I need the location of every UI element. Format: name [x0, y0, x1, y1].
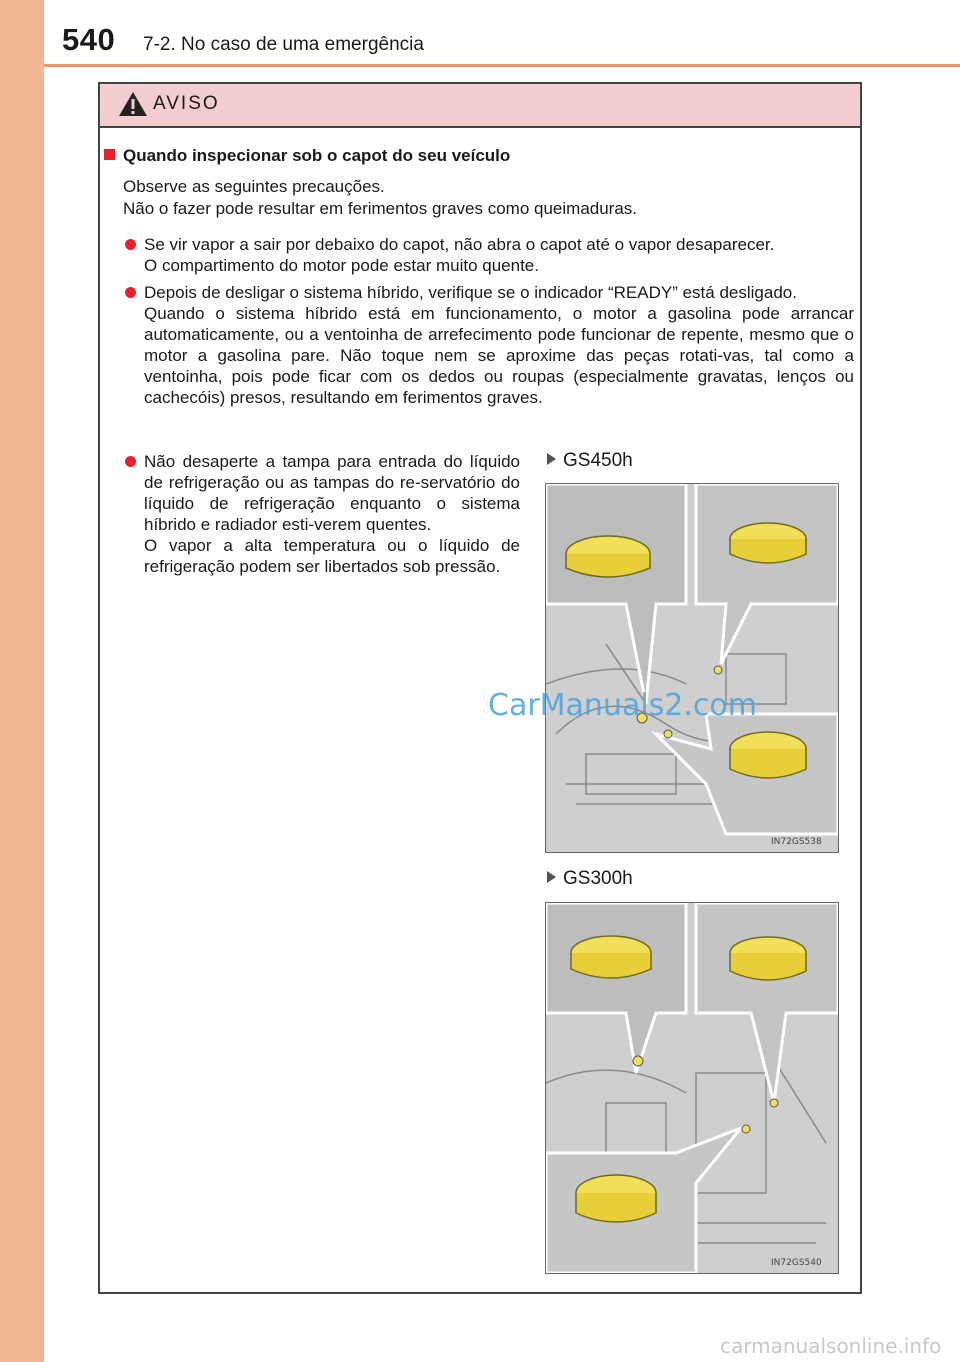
bullet-line: Quando o sistema híbrido está em funcionamento, o motor a gasolina pode arrancar automaticamente, ou a ventoinha de arrefecimento pode funcionar de repente, mesmo que o motor a gasolina pare. Não toque nem se aproxime das peças rotati-vas, tal como a ventoinha, pois pode ficar com os dedos ou roupas (especialmente gravatas, lenços ou cachecóis) presos, resultando em ferimentos graves.: [144, 304, 854, 407]
bullet-line: O vapor a alta temperatura ou o líquido de refrigeração podem ser libertados sob pressão.: [144, 536, 520, 576]
bullet-item: [144, 234, 854, 276]
page-header: [0, 0, 960, 68]
side-color-strip: [0, 0, 44, 1362]
play-arrow-icon: [547, 453, 556, 465]
red-square-bullet-icon: [104, 149, 115, 160]
warning-intro: [123, 176, 853, 220]
figure-code: IN72GS540: [771, 1258, 822, 1268]
figure-label-gs300h: [547, 868, 633, 890]
red-dot-bullet-icon: [125, 239, 136, 250]
figure-label-text: GS450h: [563, 450, 633, 471]
warning-triangle-icon: [118, 91, 148, 117]
warning-heading-text: Quando inspecionar sob o capot do seu veículo: [123, 146, 511, 165]
bullet-line: Depois de desligar o sistema híbrido, verifique se o indicador “READY” está desligado.: [144, 283, 797, 302]
red-dot-bullet-icon: [125, 456, 136, 467]
header-divider: [44, 64, 960, 67]
bullet-line: Se vir vapor a sair por debaixo do capot, não abra o capot até o vapor desaparecer.: [144, 235, 775, 254]
bullet-item: [144, 451, 520, 577]
page-number: 540: [62, 22, 116, 57]
section-title: 7-2. No caso de uma emergência: [143, 34, 424, 55]
footer-watermark: carmanualsonline.info: [720, 1334, 942, 1358]
engine-bay-illustration-gs450h: [545, 483, 839, 853]
intro-line: Não o fazer pode resultar em ferimentos graves como queimaduras.: [123, 199, 638, 218]
warning-title: AVISO: [153, 93, 220, 114]
watermark: CarManuals2.com: [488, 688, 758, 723]
figure-label-gs450h: [547, 450, 633, 472]
play-arrow-icon: [547, 871, 556, 883]
engine-bay-illustration-gs300h: [545, 902, 839, 1274]
intro-line: Observe as seguintes precauções.: [123, 177, 385, 196]
red-dot-bullet-icon: [125, 287, 136, 298]
bullet-item: [144, 282, 854, 408]
warning-header: [100, 84, 860, 128]
bullet-line: O compartimento do motor pode estar muito quente.: [144, 256, 539, 275]
bullet-line: Não desaperte a tampa para entrada do líquido de refrigeração ou as tampas do re-servatório do líquido de refrigeração enquanto o sistema híbrido e radiador esti-verem quentes.: [144, 452, 520, 534]
figure-label-text: GS300h: [563, 868, 633, 889]
figure-code: IN72GS538: [771, 837, 822, 847]
warning-heading: [104, 146, 510, 166]
